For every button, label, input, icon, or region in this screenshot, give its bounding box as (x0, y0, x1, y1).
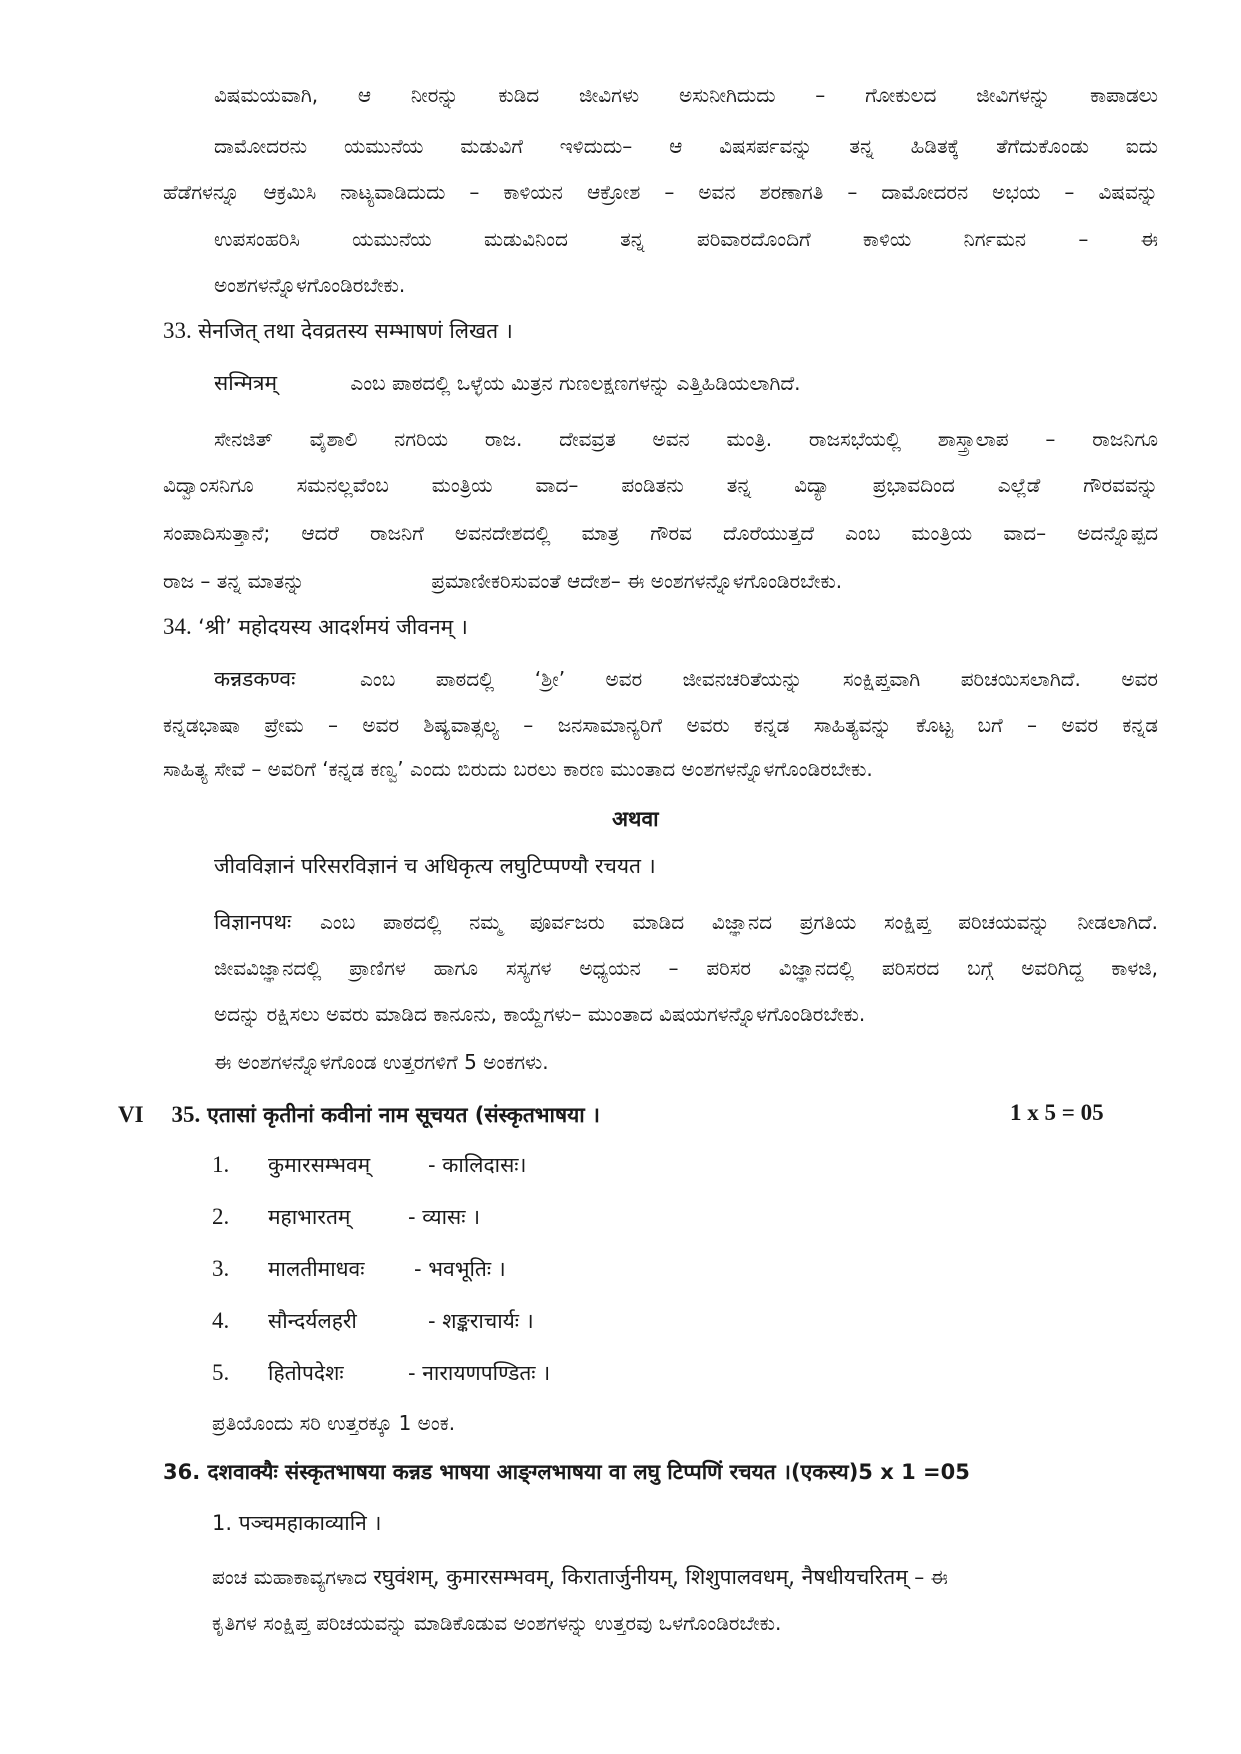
q33-line-2: ವಿದ್ವಾಂಸನಿಗೂ ಸಮನಲ್ಲವೆಂಬ ಮಂತ್ರಿಯ ವಾದ– ಪಂಡಿತನು ತನ್ನ ವಿದ್ಯಾ ಪ್ರಭಾವದಿಂದ ಎಲ್ಲೆಡೆ ಗೌರವವನ್ನು (163, 473, 1158, 497)
q36-heading: 36. दशवाक्यैः संस्कृतभाषया कन्नड भाषया आङ्ग्लभाषया वा लघु टिप्पणिं रचयत ।(एकस्य)5 x 1 =05 (163, 1460, 970, 1484)
list-item-number: 3. (212, 1256, 230, 1281)
poet-name: - कालिदासः। (428, 1153, 527, 1177)
q33-lesson-name: सन्मित्रम् (214, 371, 278, 395)
q34-number: 34. (163, 614, 192, 639)
work-title: हितोपदेशः (268, 1361, 344, 1385)
list-item (212, 1202, 480, 1232)
q34-intro (214, 664, 1158, 694)
list-item (212, 1254, 506, 1284)
q34-alt-intro (214, 907, 1158, 937)
q33-line-4-start: ರಾಜ – ತನ್ನ ಮಾತನ್ನು (163, 569, 305, 593)
q32-line-3: ಹೆಡೆಗಳನ್ನೂ ಆಕ್ರಮಿಸಿ ನಾಟ್ಯವಾಡಿದುದು – ಕಾಳಿಯನ ಆಕ್ರೋಶ – ಅವನ ಶರಣಾಗತಿ – ದಾಮೋದರನ ಅಭಯ – ವಿಷವನ್ನು (163, 180, 1158, 204)
list-item (212, 1306, 534, 1336)
list-item-number: 5. (212, 1360, 230, 1385)
list-item-number: 1. (212, 1152, 230, 1177)
q35-number: 35. (171, 1102, 201, 1127)
q33-line-1: ಸೇನಜಿತ್ ವೈಶಾಲಿ ನಗರಿಯ ರಾಜ. ದೇವವ್ರತ ಅವನ ಮಂತ್ರಿ. ರಾಜಸಭೆಯಲ್ಲಿ ಶಾಸ್ತ್ರಾಲಾಪ – ರಾಜನಿಗೂ (214, 427, 1158, 451)
poet-name: - शङ्कराचार्यः । (428, 1309, 534, 1333)
poet-name: - भवभूतिः । (414, 1257, 506, 1281)
q36-line-2: ಕೃತಿಗಳ ಸಂಕ್ಷಿಪ್ತ ಪರಿಚಯವನ್ನು ಮಾಡಿಕೊಡುವ ಅಂಶಗಳನ್ನು ಉತ್ತರವು ಒಳಗೊಂಡಿರಬೇಕು. (212, 1611, 782, 1635)
poet-name: - व्यासः । (408, 1205, 481, 1229)
or-separator: अथवा (612, 807, 659, 831)
list-item (212, 1358, 550, 1388)
q33-intro-text: ಎಂಬ ಪಾಠದಲ್ಲಿ ಒಳ್ಳೆಯ ಮಿತ್ರನ ಗುಣಲಕ್ಷಣಗಳನ್ನು ಎತ್ತಿಹಿಡಿಯಲಾಗಿದೆ. (350, 371, 801, 395)
q33-heading (163, 316, 513, 346)
q32-line-1: ವಿಷಮಯವಾಗಿ, ಆ ನೀರನ್ನು ಕುಡಿದ ಜೀವಿಗಳು ಅಸುನೀಗಿದುದು – ಗೋಕುಲದ ಜೀವಿಗಳನ್ನು ಕಾಪಾಡಲು (214, 83, 1158, 107)
q33-question: सेनजित् तथा देवव्रतस्य सम्भाषणं लिखत । (198, 319, 513, 343)
q33-number: 33. (163, 318, 192, 343)
q36-sub-item: 1. पञ्चमहाकाव्यानि । (212, 1511, 382, 1535)
work-title: सौन्दर्यलहरी (268, 1309, 357, 1333)
q34-alt-question: जीवविज्ञानं परिसरविज्ञानं च अधिकृत्य लघुटिप्पण्यौ रचयत । (214, 854, 656, 878)
work-title: महाभारतम् (268, 1205, 351, 1229)
q35-question: एतासां कृतीनां कवीनां नाम सूचयत (संस्कृतभाषया । (207, 1103, 601, 1127)
list-item-number: 2. (212, 1204, 230, 1229)
q35-marks: 1 x 5 = 05 (1010, 1100, 1104, 1125)
q36-line-1 (212, 1562, 948, 1592)
list-item-number: 4. (212, 1308, 230, 1333)
q36-line-1-start: ಪಂಚ ಮಹಾಕಾವ್ಯಗಳಾದ (212, 1565, 367, 1589)
q35-heading (118, 1100, 600, 1130)
q36-epic-list: रघुवंशम्, कुमारसम्भवम्, किरातार्जुनीयम्, शिशुपालवधम्, नैषधीयचरितम् (373, 1565, 908, 1589)
section-roman-numeral: VI (118, 1102, 144, 1127)
q32-line-4: ಉಪಸಂಹರಿಸಿ ಯಮುನೆಯ ಮಡುವಿನಿಂದ ತನ್ನ ಪರಿವಾರದೊಂದಿಗೆ ಕಾಳಿಯ ನಿರ್ಗಮನ – ಈ (214, 227, 1158, 251)
list-item (212, 1150, 526, 1180)
q34-lesson-name: कन्नडकण्वः (214, 667, 296, 691)
q33-intro (214, 368, 800, 398)
poet-name: - नारायणपण्डितः । (408, 1361, 551, 1385)
q34-heading (163, 612, 468, 642)
q34-marks-note: ಈ ಅಂಶಗಳನ್ನೊಳಗೊಂಡ ಉತ್ತರಗಳಿಗೆ 5 ಅಂಕಗಳು. (214, 1050, 549, 1074)
q34-alt-line-1: ಜೀವವಿಜ್ಞಾನದಲ್ಲಿ ಪ್ರಾಣಿಗಳ ಹಾಗೂ ಸಸ್ಯಗಳ ಅಧ್ಯಯನ – ಪರಿಸರ ವಿಜ್ಞಾನದಲ್ಲಿ ಪರಿಸರದ ಬಗ್ಗೆ ಅವರಿಗಿದ್ದ ಕಾಳಜಿ, (214, 956, 1158, 980)
q34-intro-text: ಎಂಬ ಪಾಠದಲ್ಲಿ ‘ಶ್ರೀ’ ಅವರ ಜೀವನಚರಿತೆಯನ್ನು ಸಂಕ್ಷಿಪ್ತವಾಗಿ ಪರಿಚಯಿಸಲಾಗಿದೆ. ಅವರ (360, 667, 1158, 691)
q32-line-2: ದಾಮೋದರನು ಯಮುನೆಯ ಮಡುವಿಗೆ ಇಳಿದುದು– ಆ ವಿಷಸರ್ಪವನ್ನು ತನ್ನ ಹಿಡಿತಕ್ಕೆ ತೆಗೆದುಕೊಂಡು ಐದು (214, 134, 1158, 158)
q33-line-3: ಸಂಪಾದಿಸುತ್ತಾನೆ; ಆದರೆ ರಾಜನಿಗೆ ಅವನದೇಶದಲ್ಲಿ ಮಾತ್ರ ಗೌರವ ದೊರೆಯುತ್ತದೆ ಎಂಬ ಮಂತ್ರಿಯ ವಾದ– ಅದನ್ನೊಪ್ಪದ (163, 521, 1158, 545)
q34-alt-intro-text: ಎಂಬ ಪಾಠದಲ್ಲಿ ನಮ್ಮ ಪೂರ್ವಜರು ಮಾಡಿದ ವಿಜ್ಞಾನದ ಪ್ರಗತಿಯ ಸಂಕ್ಷಿಪ್ತ ಪರಿಚಯವನ್ನು ನೀಡಲಾಗಿದೆ. (320, 910, 1158, 934)
q35-marks-note: ಪ್ರತಿಯೊಂದು ಸರಿ ಉತ್ತರಕ್ಕೂ 1 ಅಂಕ. (212, 1411, 456, 1435)
q33-line-4-end: ಪ್ರಮಾಣೀಕರಿಸುವಂತೆ ಆದೇಶ– ಈ ಅಂಶಗಳನ್ನೊಳಗೊಂಡಿರಬೇಕು. (431, 569, 843, 593)
work-title: मालतीमाधवः (268, 1257, 365, 1281)
q34-question: ‘श्री’ महोदयस्य आदर्शमयं जीवनम् । (198, 615, 468, 639)
q36-line-1-end: – ಈ (914, 1565, 948, 1589)
q34-alt-lesson-name: विज्ञानपथः (214, 910, 292, 934)
q34-line-2: ಸಾಹಿತ್ಯ ಸೇವೆ – ಅವರಿಗೆ ‘ಕನ್ನಡ ಕಣ್ವ’ ಎಂದು ಬಿರುದು ಬರಲು ಕಾರಣ ಮುಂತಾದ ಅಂಶಗಳನ್ನೊಳಗೊಂಡಿರಬೇಕು. (163, 757, 873, 781)
q34-line-1: ಕನ್ನಡಭಾಷಾ ಪ್ರೇಮ – ಅವರ ಶಿಷ್ಯವಾತ್ಸಲ್ಯ – ಜನಸಾಮಾನ್ಯರಿಗೆ ಅವರು ಕನ್ನಡ ಸಾಹಿತ್ಯವನ್ನು ಕೊಟ್ಟ ಬಗೆ – ಅವರ ಕನ್ನಡ (163, 713, 1158, 737)
q33-line-4 (163, 566, 842, 596)
q34-alt-line-2: ಅದನ್ನು ರಕ್ಷಿಸಲು ಅವರು ಮಾಡಿದ ಕಾನೂನು, ಕಾಯ್ದೆಗಳು– ಮುಂತಾದ ವಿಷಯಗಳನ್ನೊಳಗೊಂಡಿರಬೇಕು. (214, 1002, 866, 1026)
q32-line-5: ಅಂಶಗಳನ್ನೊಳಗೊಂಡಿರಬೇಕು. (214, 273, 406, 297)
work-title: कुमारसम्भवम् (268, 1153, 371, 1177)
